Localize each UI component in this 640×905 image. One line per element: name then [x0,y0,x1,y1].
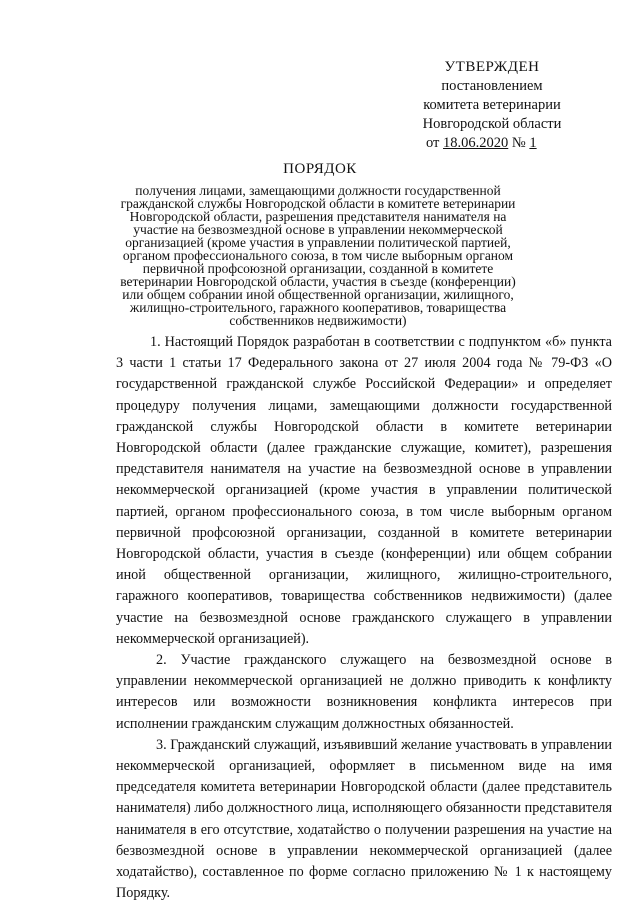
document-title: ПОРЯДОК [283,161,357,177]
paragraph-2: 2. Участие гражданского служащего на безвозмездной основе в управлении некоммерческой организацией не должно приводить к конфликту интересов или возможности возникновения конфликта интересов при исполнении гражданским служащим должностных обязанностей. [116,652,612,732]
approval-date: 18.06.2020 [443,135,509,151]
document-body [116,332,612,904]
date-prefix: от [426,135,440,151]
approval-line-committee: комитета ветеринарии [423,97,561,113]
approval-line-resolution: постановлением [441,78,543,94]
paragraph-3: 3. Гражданский служащий, изъявивший желание участвовать в управлении некоммерческой организацией, оформляет в письменном виде на имя председателя комитета ветеринарии Новгородской области (далее представитель нанимателя) либо должностного лица, исполняющего обязанности представителя нанимателя в его отсутствие, ходатайство о получении разрешения на участие на безвозмездной основе в управлении некоммерческой организацией (далее ходатайство), составленное по форме согласно приложению № 1 к настоящему Порядку. [116,736,612,902]
paragraph-1: 1. Настоящий Порядок разработан в соответствии с подпунктом «б» пункта 3 части 1 статьи 17 Федерального закона от 27 июля 2004 года № 79-ФЗ «О государственной гражданской службе Российской Федерации» и определяет процедуру получения лицами, замещающими должности государственной гражданской службы Новгородской области в комитете ветеринарии Новгородской области (далее гражданские служащие, комитет), разрешения представителя нанимателя на участие на безвозмездной основе в управлении некоммерческой организацией (кроме участия в управлении политической партией, органом профессионального союза, в том числе выборным органом первичной профсоюзной организации, созданной в комитете ветеринарии Новгородской области, участия в съезде (конференции) или общем собрании иной общественной организации, жилищного, жилищно-строительного, гаражного кооперативов, товарищества собственников недвижимости) (далее участие на безвозмездной основе гражданского служащего в управлении некоммерческой организацией). [116,334,612,647]
approval-heading: УТВЕРЖДЕН [444,59,540,75]
document-subtitle: получения лицами, замещающими должности государственной гражданской службы Новгородской области в комитете ветеринарии Новгородской области, разрешения представителя нанимателя на участие на безвозмездной основе в управлении некоммерческой организацией (кроме участия в управлении политической партией, органом профессионального союза, в том числе выборным органом первичной профсоюзной организации, созданной в комитете ветеринарии Новгородской области, участия в съезде (конференции) или общем собрании иной общественной организации, жилищного, жилищно-строительного, гаражного кооперативов, товарищества собственников недвижимости) [120,183,516,328]
approval-date-line [392,134,592,153]
approval-line-region: Новгородской области [422,116,562,132]
number-prefix: № [511,135,526,151]
approval-number: 1 [529,135,537,151]
approval-stamp [392,58,592,153]
